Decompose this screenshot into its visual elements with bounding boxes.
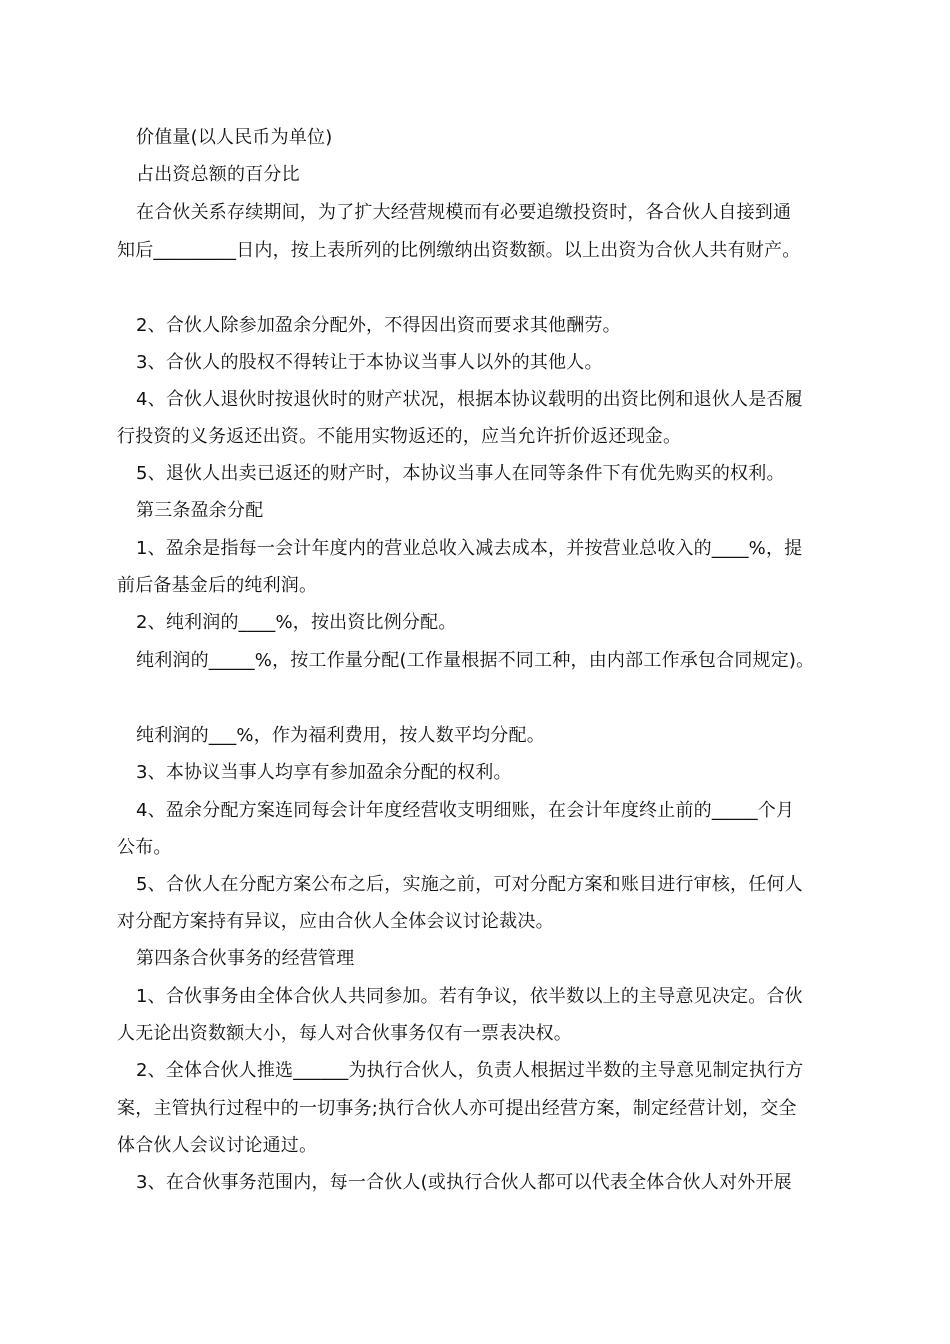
text-line: 纯利润的_____%，按工作量分配(工作量根据不同工种，由内部工作承包合同规定)。 <box>136 650 815 671</box>
text-line: 2、全体合伙人推选______为执行合伙人，负责人根据过半数的主导意见制定执行方 <box>136 1060 804 1081</box>
text-line: 价值量(以人民币为单位) <box>136 127 333 148</box>
text-line: 前后备基金后的纯利润。 <box>117 575 318 596</box>
text-line: 体合伙人会议讨论通过。 <box>117 1135 318 1156</box>
text-line: 4、合伙人退伙时按退伙时的财产状况，根据本协议载明的出资比例和退伙人是否履 <box>136 389 803 410</box>
text-line: 在合伙关系存续期间，为了扩大经营规模而有必要追缴投资时，各合伙人自接到通 <box>136 202 792 223</box>
text-line: 3、合伙人的股权不得转让于本协议当事人以外的其他人。 <box>136 352 603 373</box>
text-line: 5、退伙人出卖已返还的财产时，本协议当事人在同等条件下有优先购买的权利。 <box>136 463 785 484</box>
text-line: 3、在合伙事务范围内，每一合伙人(或执行合伙人都可以代表全体合伙人对外开展 <box>136 1172 792 1193</box>
text-line: 2、纯利润的____%，按出资比例分配。 <box>136 612 457 633</box>
text-line: 占出资总额的百分比 <box>136 164 300 185</box>
text-line: 人无论出资数额大小，每人对合伙事务仅有一票表决权。 <box>117 1023 572 1044</box>
text-line: 案，主管执行过程中的一切事务;执行合伙人亦可提出经营方案，制定经营计划，交全 <box>117 1098 797 1119</box>
text-line: 4、盈余分配方案连同每会计年度经营收支明细账，在会计年度终止前的_____个月 <box>136 800 795 821</box>
text-line: 1、盈余是指每一会计年度内的营业总收入减去成本，并按营业总收入的____%，提 <box>136 538 803 559</box>
text-line: 公布。 <box>117 837 172 858</box>
section-heading: 第三条盈余分配 <box>136 500 264 521</box>
text-line: 对分配方案持有异议，应由合伙人全体会议讨论裁决。 <box>117 911 554 932</box>
section-heading: 第四条合伙事务的经营管理 <box>136 948 355 969</box>
text-line: 行投资的义务返还出资。不能用实物返还的，应当允许折价返还现金。 <box>117 426 682 447</box>
text-line: 1、合伙事务由全体合伙人共同参加。若有争议，依半数以上的主导意见决定。合伙 <box>136 986 803 1007</box>
text-line: 纯利润的___%，作为福利费用，按人数平均分配。 <box>136 725 545 746</box>
text-line: 知后_________日内，按上表所列的比例缴纳出资数额。以上出资为合伙人共有财产。 <box>117 240 801 261</box>
text-line: 2、合伙人除参加盈余分配外，不得因出资而要求其他酬劳。 <box>136 315 621 336</box>
text-line: 3、本协议当事人均享有参加盈余分配的权利。 <box>136 762 512 783</box>
text-line: 5、合伙人在分配方案公布之后，实施之前，可对分配方案和账目进行审核，任何人 <box>136 874 803 895</box>
